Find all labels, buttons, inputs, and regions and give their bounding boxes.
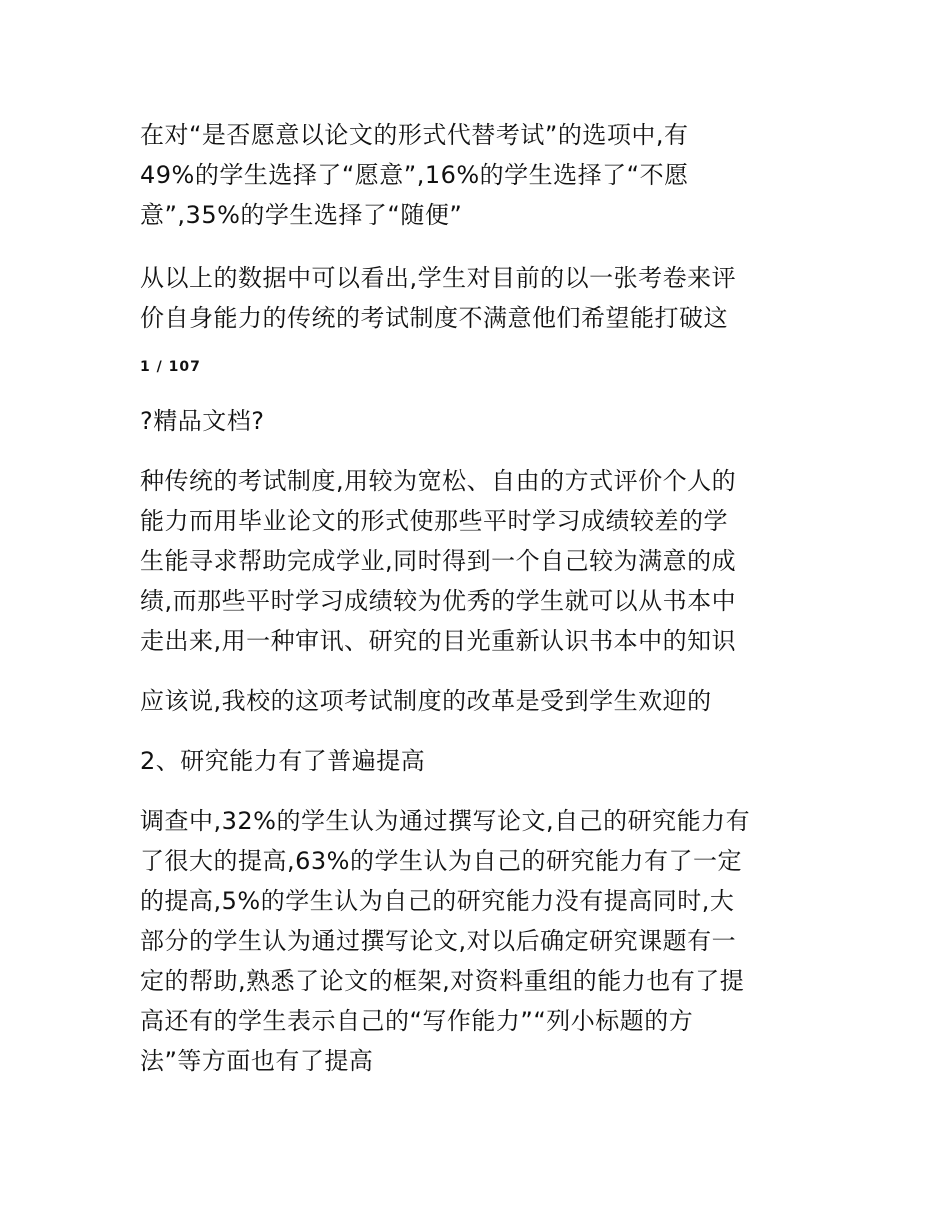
text-line: 价自身能力的传统的考试制度不满意他们希望能打破这 [140, 304, 728, 332]
text-line: 定的帮助,熟悉了论文的框架,对资料重组的能力也有了提 [140, 967, 745, 995]
paragraph-research-ability [140, 801, 820, 1081]
paragraph-survey-choice [140, 115, 820, 235]
text-line: 2、研究能力有了普遍提高 [140, 747, 426, 775]
text-line: 种传统的考试制度,用较为宽松、自由的方式评价个人的 [140, 467, 737, 495]
text-line: 应该说,我校的这项考试制度的改革是受到学生欢迎的 [140, 687, 712, 715]
text-line: 法”等方面也有了提高 [140, 1047, 374, 1075]
text-line: 绩,而那些平时学习成绩较为优秀的学生就可以从书本中 [140, 587, 737, 615]
paragraph-exam-reform [140, 461, 820, 661]
text-line: 调查中,32%的学生认为通过撰写论文,自己的研究能力有 [140, 807, 751, 835]
document-header: ?精品文档? [140, 407, 265, 435]
text-line: 从以上的数据中可以看出,学生对目前的以一张考卷来评 [140, 264, 737, 292]
paragraph-data-analysis [140, 258, 820, 338]
text-line: 走出来,用一种审讯、研究的目光重新认识书本中的知识 [140, 627, 737, 655]
text-line: 意”,35%的学生选择了“随便” [140, 201, 463, 229]
paragraph-conclusion [140, 681, 820, 721]
section-heading [140, 741, 820, 781]
text-line: 能力而用毕业论文的形式使那些平时学习成绩较差的学 [140, 507, 728, 535]
text-line: 在对“是否愿意以论文的形式代替考试”的选项中,有 [140, 121, 689, 149]
text-line: 的提高,5%的学生认为自己的研究能力没有提高同时,大 [140, 887, 735, 915]
page-number: 1 / 107 [140, 359, 201, 375]
text-line: 高还有的学生表示自己的“写作能力”“列小标题的方 [140, 1007, 694, 1035]
text-line: 部分的学生认为通过撰写论文,对以后确定研究课题有一 [140, 927, 737, 955]
text-line: 49%的学生选择了“愿意”,16%的学生选择了“不愿 [140, 161, 689, 189]
text-line: 了很大的提高,63%的学生认为自己的研究能力有了一定 [140, 847, 742, 875]
text-line: 生能寻求帮助完成学业,同时得到一个自己较为满意的成 [140, 547, 737, 575]
